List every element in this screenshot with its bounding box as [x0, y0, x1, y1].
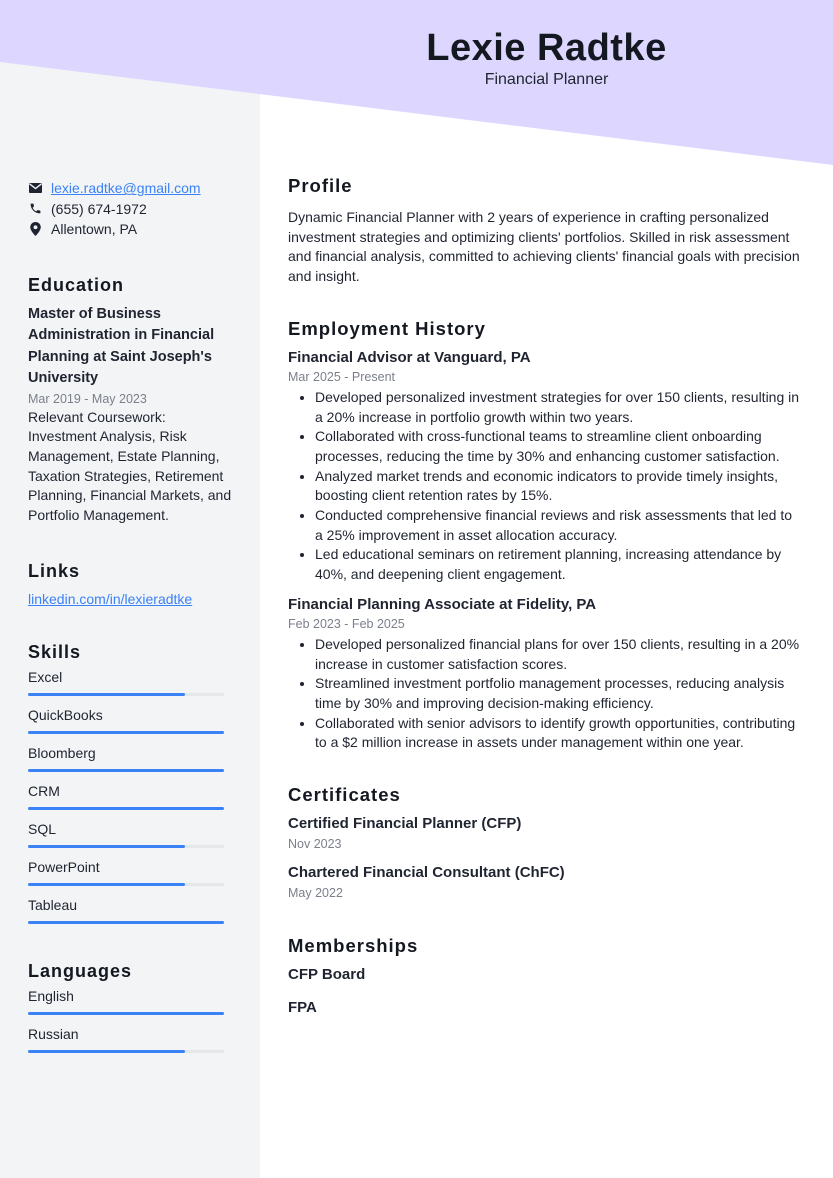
job-entry — [288, 347, 803, 585]
header — [260, 26, 833, 90]
job-dates: Feb 2023 - Feb 2025 — [288, 616, 405, 631]
employment-heading: Employment History — [288, 317, 486, 339]
skill-name: PowerPoint — [28, 858, 100, 875]
candidate-name: Lexie Radtke — [426, 27, 667, 69]
certificate-name: Chartered Financial Consultant (ChFC) — [288, 864, 565, 882]
level-bar-fill — [28, 1050, 185, 1053]
job-title: Financial Advisor at Vanguard, PA — [288, 348, 531, 366]
job-bullet: • Developed personalized financial plans for over 150 clients, resulting in a 20% increase in customer satisfaction scores. — [315, 635, 803, 674]
language-name: Russian — [28, 1025, 79, 1042]
profile-section — [288, 172, 803, 287]
skill-name: Bloomberg — [28, 744, 96, 761]
languages-heading: Languages — [28, 960, 133, 981]
membership-item: CFP Board — [288, 966, 366, 984]
skills-heading: Skills — [28, 641, 82, 662]
level-bar-fill — [28, 883, 185, 886]
profile-text: Dynamic Financial Planner with 2 years of experience in crafting personalized investment strategies and optimizing clients' portfolios. Skilled in risk assessment and financial analysis, committed to achieving clients' financial goals with precision and insight. — [288, 209, 800, 285]
level-bar-track — [28, 731, 224, 734]
job-bullet: • Led educational seminars on retirement planning, increasing attendance by 40%, and deepening client engagement. — [315, 545, 803, 584]
jobs-list — [288, 347, 803, 753]
job-bullet: • Collaborated with cross-functional teams to streamline client onboarding processes, reducing the time by 30% and enhancing customer satisfaction. — [315, 427, 803, 466]
job-bullets — [288, 635, 803, 753]
job-bullet: • Streamlined investment portfolio management processes, reducing analysis time by 30% and improving decision-making efficiency. — [315, 674, 803, 713]
job-bullet: • Analyzed market trends and economic indicators to provide timely insights, boosting client retention rates by 15%. — [315, 467, 803, 506]
job-bullet: • Conducted comprehensive financial reviews and risk assessments that led to a 25% improvement in asset allocation accuracy. — [315, 506, 803, 545]
contact-location-row — [28, 219, 233, 240]
language-name: English — [28, 987, 74, 1004]
languages-list — [28, 986, 233, 1062]
memberships-heading: Memberships — [288, 935, 419, 957]
education-heading: Education — [28, 274, 125, 295]
certificate-entry — [288, 813, 803, 853]
level-bar-fill — [28, 693, 185, 696]
certificates-section — [288, 781, 803, 902]
level-bar-track — [28, 769, 224, 772]
languages-section — [28, 961, 233, 1062]
skill-item — [28, 781, 233, 819]
level-bar-fill — [28, 807, 224, 810]
skills-list — [28, 667, 233, 933]
level-bar-track — [28, 845, 224, 848]
memberships-section — [288, 932, 803, 1019]
education-section — [28, 275, 233, 526]
skill-name: QuickBooks — [28, 706, 103, 723]
skill-name: Excel — [28, 668, 63, 685]
main-content — [288, 172, 803, 1019]
skill-name: SQL — [28, 820, 57, 837]
level-bar-fill — [28, 731, 224, 734]
level-bar-track — [28, 1012, 224, 1015]
linkedin-link[interactable]: linkedin.com/in/lexieradtke — [28, 590, 193, 607]
employment-section — [288, 315, 803, 753]
level-bar-fill — [28, 1012, 224, 1015]
certificate-date: Nov 2023 — [288, 837, 342, 852]
certificates-list — [288, 813, 803, 902]
phone-icon — [28, 202, 42, 216]
membership-item: FPA — [288, 999, 317, 1017]
education-dates: Mar 2019 - May 2023 — [28, 391, 147, 406]
contact-block — [28, 178, 233, 240]
level-bar-fill — [28, 845, 185, 848]
profile-heading: Profile — [288, 175, 353, 196]
envelope-icon — [28, 181, 42, 195]
location-pin-icon — [28, 222, 42, 236]
contact-email-row — [28, 178, 233, 199]
phone-text: (655) 674-1972 — [51, 200, 147, 217]
job-bullet: • Developed personalized investment strategies for over 150 clients, resulting in a 20% increase in portfolio growth within two years. — [315, 388, 803, 427]
job-dates: Mar 2025 - Present — [288, 369, 395, 384]
candidate-title: Financial Planner — [484, 71, 609, 88]
job-bullet: • Collaborated with senior advisors to identify growth opportunities, contributing to a $2 million increase in assets under management within one year. — [315, 714, 803, 753]
job-title: Financial Planning Associate at Fidelity, PA — [288, 595, 597, 613]
certificate-name: Certified Financial Planner (CFP) — [288, 815, 522, 833]
language-item — [28, 1024, 233, 1062]
certificate-date: May 2022 — [288, 886, 343, 901]
certificates-heading: Certificates — [288, 784, 401, 806]
level-bar-track — [28, 807, 224, 810]
contact-phone-row — [28, 199, 233, 220]
level-bar-track — [28, 883, 224, 886]
skill-item — [28, 895, 233, 933]
skill-item — [28, 667, 233, 705]
level-bar-fill — [28, 769, 224, 772]
skill-item — [28, 705, 233, 743]
language-item — [28, 986, 233, 1024]
links-heading: Links — [28, 560, 81, 581]
skills-section — [28, 642, 233, 933]
links-section — [28, 561, 233, 609]
skill-name: CRM — [28, 782, 60, 799]
job-entry — [288, 594, 803, 753]
level-bar-track — [28, 1050, 224, 1053]
education-degree: Master of Business Administration in Financial Planning at Saint Joseph's University — [28, 305, 215, 386]
email-link[interactable]: lexie.radtke@gmail.com — [51, 180, 201, 197]
skill-item — [28, 743, 233, 781]
certificate-entry — [288, 862, 803, 902]
level-bar-track — [28, 693, 224, 696]
sidebar — [28, 178, 233, 1062]
skill-name: Tableau — [28, 896, 78, 913]
job-bullets — [288, 388, 803, 585]
skill-item — [28, 819, 233, 857]
level-bar-track — [28, 921, 224, 924]
skill-item — [28, 857, 233, 895]
location-text: Allentown, PA — [51, 221, 138, 238]
memberships-list — [288, 964, 803, 1019]
level-bar-fill — [28, 921, 224, 924]
education-coursework: Relevant Coursework: Investment Analysis, Risk Management, Estate Planning, Taxation Strategies, Retirement Planning, Financial Markets, and Portfolio Management. — [28, 408, 232, 524]
